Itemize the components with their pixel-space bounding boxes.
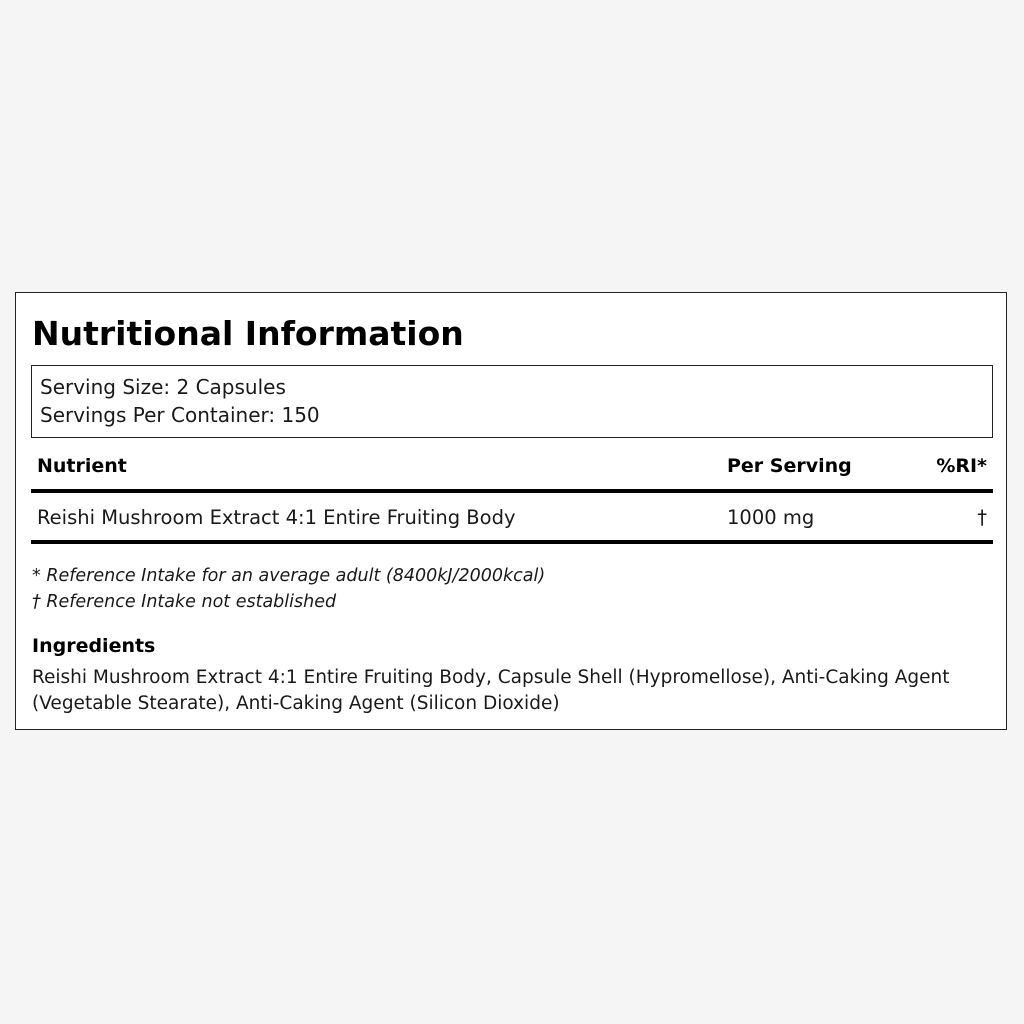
nutrition-panel [15,292,1007,730]
servings-per-container: Servings Per Container: 150 [40,403,320,427]
header-per-serving: Per Serving [727,455,852,477]
serving-info-box [31,365,993,438]
table-row [31,506,993,536]
table-bottom-divider [31,540,993,544]
table-header-row [31,455,993,489]
ingredients-heading: Ingredients [32,635,156,657]
ingredients-line-2: (Vegetable Stearate), Anti-Caking Agent (Silicon Dioxide) [32,693,560,714]
header-ri: %RI* [936,455,987,477]
ingredients-line-1: Reishi Mushroom Extract 4:1 Entire Fruiting Body, Capsule Shell (Hypromellose), Anti-Caking Agent [32,667,950,688]
panel-title: Nutritional Information [32,314,464,353]
footnotes [32,563,545,615]
header-nutrient: Nutrient [37,455,127,477]
row-ri: † [977,506,987,529]
serving-size: Serving Size: 2 Capsules [40,375,286,399]
footnote-reference-intake: * Reference Intake for an average adult (8400kJ/2000kcal) [32,566,546,586]
ingredients-list [32,665,950,717]
table-header-divider [31,489,993,493]
row-per-serving: 1000 mg [727,506,815,529]
row-nutrient: Reishi Mushroom Extract 4:1 Entire Fruiting Body [37,506,516,529]
footnote-not-established: † Reference Intake not established [32,592,337,612]
